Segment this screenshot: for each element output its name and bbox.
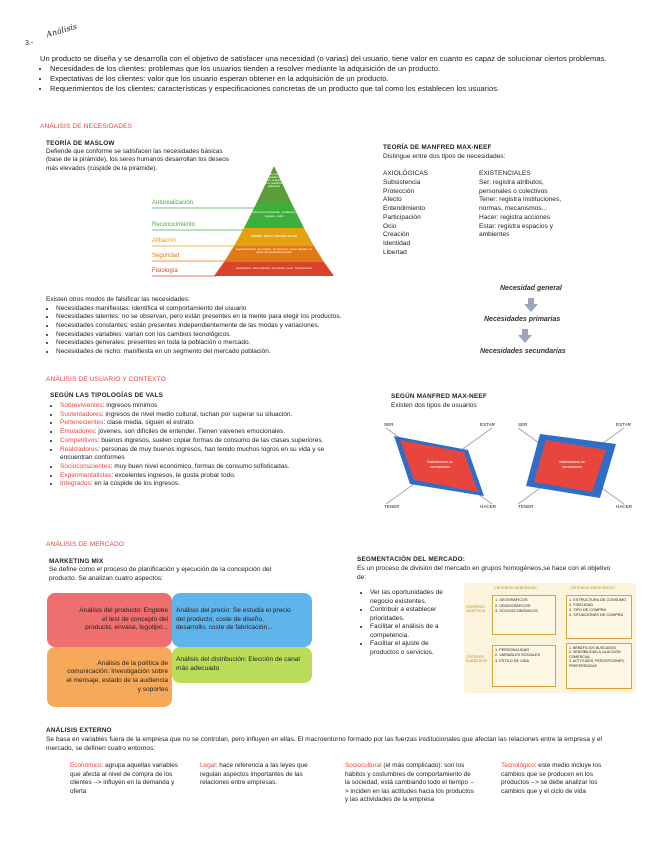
segmentation-table — [464, 583, 636, 693]
mix-text: Se define como el proceso de planificación y ejecución de la concepción del producto. Se analizan cuatro aspectos: — [49, 566, 272, 582]
list-item: • Necesidades de los clientes: problemas que los usuarios tienden a resolver mediante la adquisición de un producto. — [50, 64, 632, 74]
diamond-center-label: Satisfactores de necesidades — [559, 460, 585, 469]
pyramid-desc-4: respiración, alimentación, descanso, sexo, homeostasis — [235, 266, 313, 270]
list-item: Subsistencia — [383, 178, 421, 186]
list-item: • Requerimientos de los clientes: características y especificaciones concretas de un producto que tal como los establecen los usuarios. — [50, 84, 632, 94]
intro — [40, 54, 632, 94]
hierarchy-level-3: Necesidades secundarias — [480, 348, 566, 355]
vals-text: : buenos ingresos, suelen copiar formas de consumo de las clases superiores. — [97, 436, 324, 444]
list-item: 3. ESTILO DE VIDA — [495, 658, 529, 663]
corner-label: HACER — [616, 504, 633, 509]
maxneef-subtitle: Distingue entre dos tipos de necesidades: — [383, 153, 506, 160]
pyramid-label-autorealizacion: Autorealización — [152, 200, 194, 206]
existential-list — [479, 170, 571, 240]
diamonds-svg — [380, 422, 640, 514]
arrow-down-icon — [524, 298, 538, 314]
external-text: : este medio incluye los cambios que se producen en los productos --> se debe analizar los cambios que y el ciclo de vida — [501, 762, 602, 795]
external-term: Tecnológico — [501, 762, 535, 769]
list-item: Hacer: registra acciones — [479, 213, 551, 221]
mix-card-distribution — [172, 647, 312, 683]
external-text: : agrupa aquellas variables que afecta al nivel de compra de los clientes --> influyen en la demanda y oferta — [70, 762, 179, 795]
list-item: 1. PERSONALIDAD — [495, 648, 529, 652]
section-title-needs: ANÁLISIS DE NECESIDADES — [40, 123, 133, 130]
section-title-user: ANÁLISIS DE USUARIO Y CONTEXTO — [46, 376, 166, 383]
pyramid-svg — [146, 160, 346, 280]
corner-label: SER — [384, 422, 394, 427]
pyramid-label-fisiologia: Fisiología — [152, 268, 178, 274]
user-diamond-diagrams — [380, 422, 640, 514]
col-header: CRITERIOS ESPECÍFICOS — [570, 586, 615, 590]
section-title-market: ANÁLISIS DE MERCADO — [46, 541, 125, 548]
list-item: Participación — [383, 213, 421, 221]
list-item: • Expectativas de los clientes: valor que los usuario esperan obtener en la adquisición de un producto. — [50, 74, 632, 84]
seg-text: Es un proceso de división del mercado en grupos homogéneos,se hace con el objetivo de: — [357, 565, 611, 581]
handwritten-title: Análisis — [45, 21, 79, 40]
col-header: CRITERIOS GENERALES — [494, 586, 537, 590]
mix-card-text: Análisis de la política de comunicación: Investigación sobre el mensaje, estado de la audiencia y soportes — [66, 659, 168, 693]
list-item: 3. SOCIOECONÓMICOS — [495, 609, 538, 614]
list-item: Libertad — [383, 248, 407, 256]
list-item: Estar: registra espacios y ambientes — [479, 222, 554, 239]
list-item: • Necesidades constantes: están presentes independientemente de las modas y variaciones. — [56, 322, 466, 331]
list-item: 2. VARIABLES SOCIALES — [495, 653, 541, 658]
list-item: 4. SITUACIONES DE COMPRA — [569, 612, 624, 617]
list-item: 2. FIDELIDAD — [569, 602, 594, 607]
list-item — [60, 428, 350, 437]
list-item: • Necesidades manifiestas: identifica el comportamiento del usuario — [56, 305, 466, 314]
vals-term: Integrados — [60, 480, 91, 488]
need-hierarchy — [470, 278, 620, 363]
vals-text: : ingresos de nivel medio cultural, luchan por superar su situación. — [101, 410, 293, 418]
list-item: • Necesidades variables: varían con los cambios tecnológicos. — [56, 331, 466, 340]
seg-bullets — [360, 589, 456, 658]
external-text: : hace referencia a las leyes que regulan aspectos importantes de las relaciones entre empresas. — [200, 762, 308, 787]
list-item — [60, 480, 350, 489]
list-item — [60, 446, 350, 463]
row-label: CRITERIOS OBJETIVOS — [466, 605, 486, 614]
vals-text: : excelentes ingresos, le gusta probar todo. — [111, 471, 236, 479]
hierarchy-level-2: Necesidades primarias — [484, 316, 561, 323]
list-item — [60, 463, 350, 472]
vals-term: Pertenecientes — [60, 419, 104, 427]
mix-card-text: Análisis del precio: Se estudia el precio del producto; coste de diseño, desarrollo, coste de fabricación... — [176, 607, 291, 632]
section-number: 3.- — [25, 40, 34, 47]
list-item: • Necesidades de nicho: manifiesta en un segmento del mercado población. — [56, 348, 466, 357]
mix-card-price — [172, 593, 312, 647]
intro-paragraph: Un producto se diseña y se desarrolla con el objetivo de satisfacer una necesidad (o varias) del usuario, tiene valor en cuanto es capaz de solucionar ciertos problemas. — [40, 54, 607, 63]
pyramid-desc-2: amistad, afecto, intimidad sexual — [250, 234, 298, 238]
corner-label: TENER — [384, 504, 400, 509]
other-modes — [46, 296, 466, 356]
list-item — [60, 472, 350, 481]
list-item: Ocio — [383, 222, 397, 230]
list-item: 2. SENSIBILIDAD A LA ACCIÓN COMERCIAL — [569, 650, 621, 659]
mix-card-communication — [47, 647, 172, 707]
vals-term: Socioconscientes — [60, 462, 111, 470]
list-item: • Necesidades generales: presentes en toda la población o mercado. — [56, 339, 466, 348]
vals-term: Sustentadores — [60, 410, 102, 418]
user-maxneef-title: SEGÚN MANFRED MAX-NEEF — [391, 393, 488, 400]
vals-term: Emuladores — [60, 428, 95, 436]
pyramid-label-afiliacion: Afiliación — [152, 238, 177, 244]
vals-text: : muy buen nivel económico, formas de consumo sofisticadas. — [110, 462, 290, 470]
external-text: Se basa en variables fuera de la empresa que no se controlan, pero influyen en ellas. El macroentorno formado por las fuerzas institucionales que afectan las relaciones entre la empresa y el mercado, se definen cuatro entornos: — [46, 736, 603, 752]
external-col-economic — [70, 762, 182, 796]
vals-term: Sobrevivientes — [60, 402, 103, 409]
seg-box — [492, 645, 556, 687]
maslow-title: TEORÍA DE MASLOW — [46, 140, 115, 147]
list-item: 1. BENEFICIOS BUSCADOS — [569, 646, 616, 650]
other-modes-intro: Existen otros modos de falsificar las necesidades: — [46, 296, 190, 303]
external-col-sociocultural — [345, 762, 475, 805]
list-item: Identidad — [383, 240, 411, 248]
maslow-text: Defiende que conforme se satisfacen las necesidades básicas (base de la pirámide), los seres humanos desarrollan los deseos más elevados (cúspide de la pirámide). — [46, 148, 229, 172]
vals-text: : ingresos mínimos — [102, 402, 158, 409]
vals-title: SEGÚN LAS TIPOLOGÍAS DE VALS — [50, 392, 164, 399]
external-term: Legal — [200, 762, 216, 769]
pyramid-desc-1: autorreconocimiento, confianza, respeto, éxito — [252, 210, 296, 219]
external-col-legal — [200, 762, 320, 788]
vals-term: Realizadores — [60, 445, 98, 453]
corner-label: SER — [518, 422, 528, 427]
corner-label: HACER — [480, 504, 497, 509]
pyramid-desc-0: moralidad, creatividad, espontaneidad, falta de prejuicios, aceptación de hechos, resolución de problemas — [259, 173, 289, 188]
axiological-list — [383, 170, 428, 258]
pyramid-label-reconocimiento: Reconocimiento — [152, 222, 196, 228]
list-item: • Contribuir a establecer prioridades. — [370, 606, 456, 623]
external-text: (el más complicado): son los hábitos y costumbres de comportamiento de la sociedad, está cambiando todo el tiempo --> inciden en las actitudes hacia los productos y las actividades de la empresa — [345, 762, 474, 804]
existential-title: EXISTENCIALES — [479, 170, 531, 177]
maslow-pyramid — [146, 160, 346, 280]
external-col-technological — [501, 762, 619, 796]
vals-list — [50, 402, 350, 489]
pyramid-label-seguridad: Seguridad — [152, 253, 180, 259]
corner-label: TENER — [518, 504, 534, 509]
list-item: Protección — [383, 187, 415, 195]
list-item: 3. ACTITUDES, PERCEPCIONES, PREFERENCIAS — [569, 659, 625, 668]
list-item: • Necesidades latentes: no se observan, pero están presentes en la mente para elegir los productos. — [56, 313, 466, 322]
vals-text: : personas de muy buenos ingresos, han tenido muchos logros en su vida y se encuentran conformes — [60, 445, 325, 462]
external-title: ANÁLISIS EXTERNO — [46, 727, 112, 734]
list-item — [60, 402, 350, 411]
diamond-center-label: Satisfactores de necesidades — [427, 460, 453, 469]
list-item: • Facilitar el ajuste de productos o servicios. — [370, 640, 456, 657]
list-item: Afecto — [383, 196, 402, 204]
mix-title: MARKETING MIX — [49, 558, 104, 565]
maxneef-title: TEORÍA DE MANFRED MAX-NEEF — [383, 144, 492, 151]
external-term: Sociocultural — [345, 762, 382, 769]
mix-card-text: Análisis del producto: Englobe el test de concepto del producto, envase, logotipo... — [79, 607, 168, 632]
corner-label: ESTAR — [480, 422, 495, 427]
axiological-title: AXIOLÓGICAS — [383, 170, 429, 177]
list-item: Entendimiento — [383, 205, 426, 213]
list-item: 2. DEMOGRÁFICOS — [495, 603, 531, 608]
user-maxneef-subtitle: Existen dos tipos de usuarios — [391, 402, 477, 409]
arrow-down-icon — [518, 329, 532, 345]
vals-text: : jóvenes, son difíciles de entender. Tienen vaivenes emocionales. — [94, 428, 286, 436]
list-item — [60, 437, 350, 446]
list-item: Tener: registra instituciones, normas, mecanismos... — [479, 196, 562, 213]
vals-text: : clase media, siguen el estrato. — [103, 419, 195, 427]
vals-term: Experimentalistas — [60, 471, 112, 479]
list-item: • Facilitar el análisis de a competencia. — [370, 623, 456, 640]
seg-box — [566, 595, 632, 639]
seg-box — [566, 643, 632, 689]
mix-card-text: Análisis del distribución: Elección de canal más adecuado — [176, 656, 300, 672]
vals-text: : en la cúspide de los ingresos. — [90, 480, 180, 488]
seg-box — [492, 595, 556, 635]
corner-label: ESTAR — [616, 422, 631, 427]
list-item — [60, 411, 350, 420]
list-item: 1. ESTRUCTURA DE CONSUMO — [569, 598, 627, 602]
external-term: Económico — [70, 762, 102, 769]
list-item: Creación — [383, 231, 410, 239]
vals-term: Competitivos — [60, 436, 98, 444]
list-item: 3. TIPO DE COMPRA — [569, 607, 607, 612]
list-item: • Ver las oportunidades de negocio existentes. — [370, 589, 456, 606]
hierarchy-level-1: Necesidad general — [500, 285, 562, 292]
pyramid-desc-3: seguridad física, de empleo, de recursos, moral, familiar, de salud, de propiedad privada — [235, 247, 313, 255]
list-item — [60, 419, 350, 428]
mix-card-product — [47, 593, 172, 647]
row-label: CRITERIOS SUBJETIVOS — [466, 655, 488, 664]
list-item: Ser: registra atributos, personales o colectivos — [479, 178, 548, 195]
list-item: 1. GEOGRÁFICOS — [495, 598, 528, 602]
intro-bullets — [40, 64, 632, 94]
seg-title: SEGMENTACIÓN DEL MERCADO: — [357, 556, 466, 563]
